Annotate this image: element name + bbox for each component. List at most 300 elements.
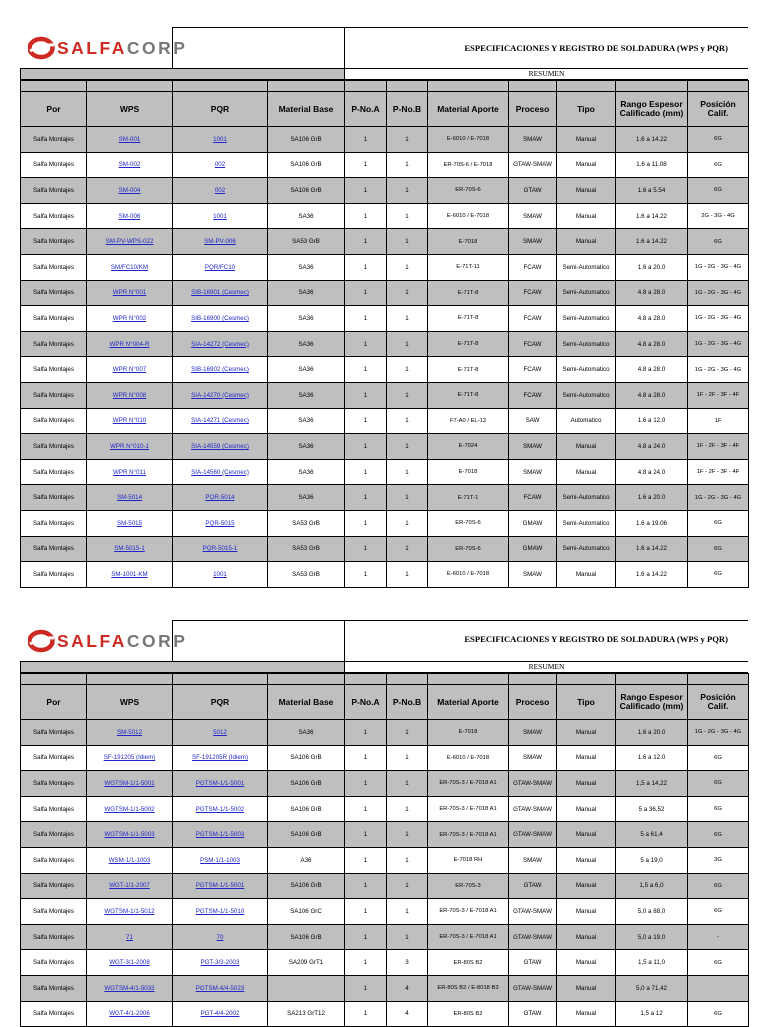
cell-por: Salfa Montajes (21, 434, 87, 460)
wps-pqr-table (20, 673, 749, 1027)
cell-posicion-calif: 1G - 2G - 3G - 4G (688, 720, 749, 746)
pqr-link[interactable]: PGTSM-1/1-5002 (195, 805, 245, 813)
cell-tipo: Manual (557, 152, 616, 178)
cell-por: Salfa Montajes (21, 280, 87, 306)
table-row (21, 950, 749, 976)
pqr-link[interactable]: 1001 (213, 135, 227, 143)
table-row (21, 408, 749, 434)
cell-p-no-a: 1 (345, 229, 387, 255)
cell-por: Salfa Montajes (21, 459, 87, 485)
cell-pqr (173, 796, 268, 822)
pqr-link[interactable]: SIB-16901 (Cesmec) (191, 289, 249, 297)
wps-link[interactable]: WPR N°010-1 (110, 442, 149, 450)
column-header-rango-espesor: Rango Espesor Calificado (mm) (616, 92, 688, 127)
table-row (21, 745, 749, 771)
cell-por: Salfa Montajes (21, 975, 87, 1001)
cell-wps (87, 536, 173, 562)
cell-por: Salfa Montajes (21, 510, 87, 536)
cell-rango-espesor: 5,0 a 19,0 (616, 924, 688, 950)
cell-proceso: FCAW (509, 280, 557, 306)
cell-p-no-a: 1 (345, 950, 387, 976)
cell-material-aporte: ER-70S-3 / E-7018 A1 (428, 822, 509, 848)
cell-p-no-b: 1 (387, 306, 428, 332)
cell-proceso: GTAW (509, 950, 557, 976)
cell-posicion-calif (688, 975, 749, 1001)
cell-p-no-b: 1 (387, 382, 428, 408)
cell-por: Salfa Montajes (21, 357, 87, 383)
wps-link[interactable]: WGTSM-4/1-5033 (104, 984, 155, 992)
cell-posicion-calif: 6G (688, 127, 749, 153)
cell-por: Salfa Montajes (21, 796, 87, 822)
pqr-link[interactable]: PGT-4/4-2002 (200, 1010, 240, 1018)
cell-pqr (173, 899, 268, 925)
cell-por: Salfa Montajes (21, 254, 87, 280)
cell-proceso: GTAW-SMAW (509, 152, 557, 178)
column-header-pqr: PQR (173, 685, 268, 720)
cell-posicion-calif: 6G (688, 745, 749, 771)
cell-rango-espesor: 4.8 a 28.0 (616, 382, 688, 408)
cell-material-base (268, 975, 345, 1001)
cell-material-base: SA53 GrB (268, 510, 345, 536)
header-spacer-cell (509, 674, 557, 685)
table-row (21, 924, 749, 950)
table-row (21, 796, 749, 822)
header-row (21, 685, 749, 720)
cell-p-no-a: 1 (345, 771, 387, 797)
cell-rango-espesor: 4.8 a 24.0 (616, 459, 688, 485)
cell-p-no-a: 1 (345, 306, 387, 332)
cell-tipo: Semi-Automatico (557, 331, 616, 357)
table-row (21, 485, 749, 511)
cell-proceso: SMAW (509, 562, 557, 588)
cell-wps (87, 203, 173, 229)
cell-p-no-a: 1 (345, 408, 387, 434)
cell-rango-espesor: 1,5 a 14,22 (616, 771, 688, 797)
cell-p-no-a: 1 (345, 434, 387, 460)
cell-p-no-b: 1 (387, 408, 428, 434)
cell-wps (87, 382, 173, 408)
cell-wps (87, 720, 173, 746)
cell-tipo: Manual (557, 975, 616, 1001)
header-spacer-cell (268, 674, 345, 685)
cell-material-aporte: E-71T-11 (428, 254, 509, 280)
cell-por: Salfa Montajes (21, 127, 87, 153)
wps-link[interactable]: WGT-4/1-2006 (109, 1010, 150, 1018)
pqr-link[interactable]: SM-PV-006 (204, 238, 236, 246)
cell-pqr (173, 152, 268, 178)
cell-pqr (173, 510, 268, 536)
cell-posicion-calif: 6G (688, 152, 749, 178)
cell-material-base: SA213 GrT12 (268, 1001, 345, 1027)
cell-proceso: FCAW (509, 357, 557, 383)
cell-rango-espesor: 1.6 a 11.08 (616, 152, 688, 178)
header-spacer-cell (688, 81, 749, 92)
pqr-link[interactable]: PQR/FC10 (204, 263, 236, 271)
cell-pqr (173, 950, 268, 976)
cell-posicion-calif: 6G (688, 229, 749, 255)
cell-p-no-b: 1 (387, 847, 428, 873)
pqr-link[interactable]: SIA-14560 (Cesmec) (191, 468, 249, 476)
cell-material-aporte: E-7018 RH (428, 847, 509, 873)
cell-tipo: Manual (557, 899, 616, 925)
cell-posicion-calif: 2G - 3G - 4G (688, 203, 749, 229)
cell-pqr (173, 847, 268, 873)
pqr-link[interactable]: 70 (216, 933, 224, 941)
cell-pqr (173, 720, 268, 746)
pqr-link[interactable]: PQR-5015 (205, 519, 235, 527)
cell-pqr (173, 203, 268, 229)
cell-wps (87, 127, 173, 153)
table-row (21, 975, 749, 1001)
cell-pqr (173, 1001, 268, 1027)
column-header-p-no-b: P-No.B (387, 685, 428, 720)
cell-p-no-b: 1 (387, 822, 428, 848)
cell-rango-espesor: 1,5 a 12 (616, 1001, 688, 1027)
table-row (21, 1001, 749, 1027)
cell-material-base: SA36 (268, 203, 345, 229)
cell-p-no-b: 1 (387, 745, 428, 771)
header-spacer-cell (387, 81, 428, 92)
cell-rango-espesor: 4.8 a 24.0 (616, 434, 688, 460)
cell-material-aporte: F7-A0 / EL-12 (428, 408, 509, 434)
cell-material-base: SA106 GrB (268, 178, 345, 204)
cell-posicion-calif: 6G (688, 771, 749, 797)
wps-link[interactable]: SM-001 (118, 135, 141, 143)
pqr-link[interactable]: SIB-16902 (Cesmec) (191, 366, 249, 374)
wps-link[interactable]: SM-5015-1 (114, 545, 145, 553)
wps-link[interactable]: WGTSM-1/1-5003 (104, 831, 155, 839)
table-row (21, 178, 749, 204)
cell-material-base: SA36 (268, 254, 345, 280)
cell-p-no-a: 1 (345, 975, 387, 1001)
cell-rango-espesor: 1.6 a 12.0 (616, 408, 688, 434)
header-spacer-cell (268, 81, 345, 92)
cell-por: Salfa Montajes (21, 178, 87, 204)
cell-por: Salfa Montajes (21, 382, 87, 408)
pqr-link[interactable]: SIA-14559 (Cesmec) (191, 442, 249, 450)
pqr-link[interactable]: SIA-14271 (Cesmec) (191, 417, 249, 425)
logo-swoosh-icon (28, 35, 56, 61)
cell-material-aporte: E-71T-8 (428, 357, 509, 383)
cell-p-no-a: 1 (345, 178, 387, 204)
table-row (21, 771, 749, 797)
column-header-wps: WPS (87, 92, 173, 127)
cell-proceso: FCAW (509, 382, 557, 408)
cell-pqr (173, 357, 268, 383)
table-row (21, 720, 749, 746)
cell-pqr (173, 408, 268, 434)
pqr-link[interactable]: PGTSM-1/1-5001 (195, 779, 245, 787)
cell-p-no-b: 1 (387, 127, 428, 153)
header-spacer-cell (173, 81, 268, 92)
wps-link[interactable]: WSM-1/1-1003 (108, 856, 151, 864)
cell-proceso: SMAW (509, 720, 557, 746)
cell-tipo: Manual (557, 178, 616, 204)
cell-rango-espesor: 5 a 19,0 (616, 847, 688, 873)
cell-proceso: GTAW (509, 1001, 557, 1027)
pqr-link[interactable]: PGTSM-1/1-5010 (195, 907, 245, 915)
pqr-link[interactable]: SF-191205R (Idiem) (191, 754, 249, 762)
cell-posicion-calif: 1G - 2G - 3G - 4G (688, 331, 749, 357)
table-row (21, 331, 749, 357)
wps-link[interactable]: WPR N°002 (112, 314, 147, 322)
header-top-border (172, 27, 748, 28)
cell-p-no-a: 1 (345, 459, 387, 485)
cell-wps (87, 254, 173, 280)
wps-link[interactable]: WGT-1/1-2007 (109, 882, 150, 890)
cell-p-no-b: 4 (387, 975, 428, 1001)
pqr-link[interactable]: PGTSM-1/1-5003 (195, 831, 245, 839)
cell-material-base: SA36 (268, 331, 345, 357)
cell-material-base: SA53 GrB (268, 562, 345, 588)
cell-pqr (173, 127, 268, 153)
header-spacer-row (21, 674, 749, 685)
wps-link[interactable]: WPR N°008 (112, 391, 147, 399)
cell-p-no-b: 1 (387, 280, 428, 306)
cell-material-base: SA106 GrB (268, 745, 345, 771)
cell-p-no-b: 1 (387, 536, 428, 562)
column-header-posicion-calif: Posición Calif. (688, 685, 749, 720)
cell-proceso: FCAW (509, 485, 557, 511)
cell-p-no-a: 1 (345, 152, 387, 178)
cell-tipo: Manual (557, 127, 616, 153)
cell-material-aporte: E-71T-8 (428, 331, 509, 357)
cell-pqr (173, 562, 268, 588)
wps-link[interactable]: SM-5012 (116, 728, 143, 736)
header-spacer-cell (688, 674, 749, 685)
cell-por: Salfa Montajes (21, 408, 87, 434)
cell-rango-espesor: 1.6 a 14.22 (616, 229, 688, 255)
cell-material-aporte: E-6010 / E-7018 (428, 127, 509, 153)
cell-p-no-b: 1 (387, 562, 428, 588)
cell-pqr (173, 771, 268, 797)
cell-pqr (173, 280, 268, 306)
pqr-link[interactable]: 002 (214, 186, 226, 194)
header-spacer-cell (345, 81, 387, 92)
cell-wps (87, 950, 173, 976)
cell-rango-espesor: 1.6 a 20.0 (616, 485, 688, 511)
cell-p-no-b: 4 (387, 1001, 428, 1027)
wps-link[interactable]: WGTSM-1/1-5001 (104, 779, 155, 787)
cell-posicion-calif: 1G - 2G - 3G - 4G (688, 306, 749, 332)
wps-link[interactable]: SM-002 (118, 161, 141, 169)
header-spacer-cell (616, 81, 688, 92)
pqr-link[interactable]: 5012 (213, 728, 227, 736)
pqr-link[interactable]: SIB-16900 (Cesmec) (191, 314, 249, 322)
column-header-por: Por (21, 685, 87, 720)
cell-pqr (173, 822, 268, 848)
cell-tipo: Manual (557, 720, 616, 746)
column-header-proceso: Proceso (509, 685, 557, 720)
pqr-link[interactable]: 1001 (213, 212, 227, 220)
column-header-wps: WPS (87, 685, 173, 720)
cell-material-base: SA209 GrT1 (268, 950, 345, 976)
cell-rango-espesor: 4.8 a 28.0 (616, 280, 688, 306)
pqr-link[interactable]: PGTSM-1/1-5001 (195, 882, 245, 890)
cell-wps (87, 510, 173, 536)
column-header-posicion-calif: Posición Calif. (688, 92, 749, 127)
cell-wps (87, 899, 173, 925)
header-spacer-cell (616, 674, 688, 685)
logo-text-corp: CORP (126, 630, 188, 651)
cell-posicion-calif: 1G - 2G - 3G - 4G (688, 357, 749, 383)
cell-wps (87, 280, 173, 306)
cell-material-base: SA36 (268, 459, 345, 485)
column-header-pqr: PQR (173, 92, 268, 127)
column-header-p-no-b: P-No.B (387, 92, 428, 127)
cell-rango-espesor: 5,0 a 71,42 (616, 975, 688, 1001)
cell-material-aporte: ER-80S B2 (428, 950, 509, 976)
cell-posicion-calif: 6G (688, 950, 749, 976)
cell-material-aporte: ER-70S-3 (428, 873, 509, 899)
cell-pqr (173, 459, 268, 485)
wps-link[interactable]: SM-PV-WPS-022 (105, 238, 154, 246)
wps-link[interactable]: WGTSM-1/1-5002 (104, 805, 155, 813)
cell-tipo: Manual (557, 847, 616, 873)
pqr-link[interactable]: PQR-5014 (205, 494, 235, 502)
pqr-link[interactable]: 002 (214, 161, 226, 169)
cell-wps (87, 357, 173, 383)
pqr-link[interactable]: PGTSM-4/4-5023 (195, 984, 245, 992)
pqr-link[interactable]: SIA-14270 (Cesmec) (191, 391, 249, 399)
cell-material-aporte: E-7024 (428, 434, 509, 460)
cell-rango-espesor: 4.8 a 28.0 (616, 331, 688, 357)
cell-tipo: Manual (557, 203, 616, 229)
cell-wps (87, 1001, 173, 1027)
cell-p-no-a: 1 (345, 1001, 387, 1027)
wps-link[interactable]: SM-006 (118, 212, 141, 220)
cell-wps (87, 178, 173, 204)
column-header-proceso: Proceso (509, 92, 557, 127)
cell-material-aporte: E-7018 (428, 229, 509, 255)
table-row (21, 280, 749, 306)
cell-material-base: SA36 (268, 434, 345, 460)
cell-material-aporte: ER-80S B2 (428, 1001, 509, 1027)
wps-link[interactable]: WPR N°007 (112, 366, 147, 374)
table-row (21, 306, 749, 332)
cell-pqr (173, 485, 268, 511)
column-header-por: Por (21, 92, 87, 127)
wps-link[interactable]: WPR N°011 (113, 468, 146, 476)
cell-por: Salfa Montajes (21, 873, 87, 899)
cell-pqr (173, 873, 268, 899)
cell-p-no-a: 1 (345, 745, 387, 771)
cell-pqr (173, 331, 268, 357)
header-row (21, 92, 749, 127)
cell-por: Salfa Montajes (21, 229, 87, 255)
header-spacer-cell (21, 674, 87, 685)
cell-proceso: GTAW-SMAW (509, 771, 557, 797)
wps-link[interactable]: SM-1001-KM (111, 570, 148, 578)
cell-material-base: SA106 GrB (268, 796, 345, 822)
cell-tipo: Manual (557, 873, 616, 899)
wps-link[interactable]: SM-5015 (116, 519, 143, 527)
cell-rango-espesor: 4.8 a 28.0 (616, 357, 688, 383)
cell-material-aporte: E-6010 / E-7018 (428, 562, 509, 588)
cell-por: Salfa Montajes (21, 203, 87, 229)
cell-rango-espesor: 1.6 a 12.0 (616, 745, 688, 771)
cell-p-no-b: 1 (387, 873, 428, 899)
wps-link[interactable]: WGT-3/1-2008 (109, 959, 150, 967)
column-header-material-aporte: Material Aporte (428, 92, 509, 127)
pqr-link[interactable]: SIA-14272 (Cesmec) (191, 340, 249, 348)
cell-material-aporte: E-71T-1 (428, 485, 509, 511)
wps-link[interactable]: SF-191205 (Idiem) (103, 754, 156, 762)
cell-material-base: SA106 GrB (268, 152, 345, 178)
cell-wps (87, 847, 173, 873)
cell-material-base: SA53 GrB (268, 536, 345, 562)
cell-p-no-b: 1 (387, 485, 428, 511)
cell-wps (87, 873, 173, 899)
pqr-link[interactable]: 1001 (213, 570, 227, 578)
cell-posicion-calif: 1F (688, 408, 749, 434)
cell-pqr (173, 178, 268, 204)
cell-posicion-calif: 1G - 2G - 3G - 4G (688, 280, 749, 306)
cell-tipo: Manual (557, 822, 616, 848)
pqr-link[interactable]: PQR-5015-1 (202, 545, 238, 553)
cell-material-aporte: ER-70S-3 / E-7018 A1 (428, 899, 509, 925)
cell-proceso: SMAW (509, 203, 557, 229)
wps-link[interactable]: WPR N°001 (112, 289, 147, 297)
cell-posicion-calif: 6G (688, 796, 749, 822)
cell-posicion-calif: 1F - 2F - 3F - 4F (688, 382, 749, 408)
column-header-material-base: Material Base (268, 685, 345, 720)
cell-pqr (173, 434, 268, 460)
wps-link[interactable]: SM-004 (118, 186, 141, 194)
table-row (21, 899, 749, 925)
header-spacer-cell (428, 674, 509, 685)
cell-pqr (173, 306, 268, 332)
table-row (21, 434, 749, 460)
cell-p-no-a: 1 (345, 382, 387, 408)
cell-material-aporte: E-71T-8 (428, 382, 509, 408)
cell-wps (87, 331, 173, 357)
column-header-tipo: Tipo (557, 685, 616, 720)
cell-p-no-a: 1 (345, 873, 387, 899)
wps-link[interactable]: 71 (126, 933, 133, 941)
cell-por: Salfa Montajes (21, 1001, 87, 1027)
cell-material-base: SA53 GrB (268, 229, 345, 255)
cell-proceso: GTAW-SMAW (509, 822, 557, 848)
cell-p-no-b: 1 (387, 254, 428, 280)
cell-rango-espesor: 1.6 a 14.22 (616, 127, 688, 153)
table-row (21, 459, 749, 485)
header-spacer-cell (21, 81, 87, 92)
wps-link[interactable]: WGTSM-1/1-5012 (104, 907, 155, 915)
cell-p-no-b: 1 (387, 459, 428, 485)
cell-p-no-a: 1 (345, 720, 387, 746)
wps-link[interactable]: SM/FC10/KM (110, 263, 149, 271)
pqr-link[interactable]: PGT-3/3-2003 (200, 959, 240, 967)
cell-tipo: Semi-Automatico (557, 306, 616, 332)
wps-link[interactable]: SM-5014 (116, 494, 143, 502)
column-header-material-base: Material Base (268, 92, 345, 127)
pqr-link[interactable]: PSM-1/1-1003 (200, 856, 240, 864)
cell-proceso: GTAW (509, 873, 557, 899)
company-logo (28, 33, 187, 63)
cell-rango-espesor: 4.8 a 28.0 (616, 306, 688, 332)
cell-p-no-a: 1 (345, 510, 387, 536)
wps-link[interactable]: WPR N°010 (112, 417, 147, 425)
cell-p-no-a: 1 (345, 562, 387, 588)
cell-material-base: SA106 GrB (268, 873, 345, 899)
cell-posicion-calif: 6G (688, 536, 749, 562)
cell-tipo: Manual (557, 745, 616, 771)
logo-text-salfa: SALFA (57, 630, 127, 651)
wps-link[interactable]: WPR N°004-R (109, 340, 150, 348)
cell-rango-espesor: 5 a 61,4 (616, 822, 688, 848)
cell-rango-espesor: 5 a 36,52 (616, 796, 688, 822)
